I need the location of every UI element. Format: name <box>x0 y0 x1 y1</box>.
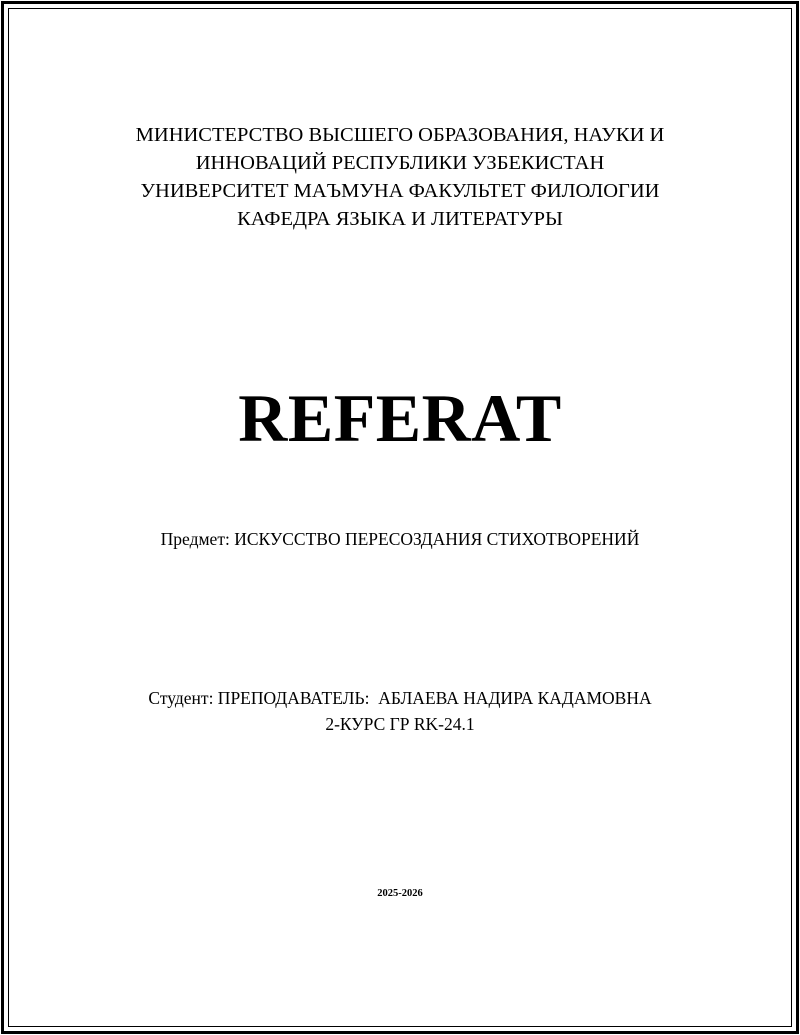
document-title: REFERAT <box>238 380 562 456</box>
header-line-republic: ИННОВАЦИЙ РЕСПУБЛИКИ УЗБЕКИСТАН <box>195 152 605 174</box>
institution-header <box>0 121 800 233</box>
academic-year: 2025-2026 <box>377 888 423 899</box>
header-line-ministry: МИНИСТЕРСТВО ВЫСШЕГО ОБРАЗОВАНИЯ, НАУКИ И <box>135 124 665 146</box>
subject-line: Предмет: ИСКУССТВО ПЕРЕСОЗДАНИЯ СТИХОТВОРЕНИЙ <box>160 529 640 549</box>
header-line-department: КАФЕДРА ЯЗЫКА И ЛИТЕРАТУРЫ <box>237 208 563 230</box>
student-info <box>0 685 800 737</box>
course-group-line: 2-КУРС ГР RK-24.1 <box>325 714 475 734</box>
header-line-university: УНИВЕРСИТЕТ МАЪМУНА ФАКУЛЬТЕТ ФИЛОЛОГИИ <box>140 180 660 202</box>
student-teacher-line: Студент: ПРЕПОДАВАТЕЛЬ: АБЛАЕВА НАДИРА КАДАМОВНА <box>148 688 652 708</box>
